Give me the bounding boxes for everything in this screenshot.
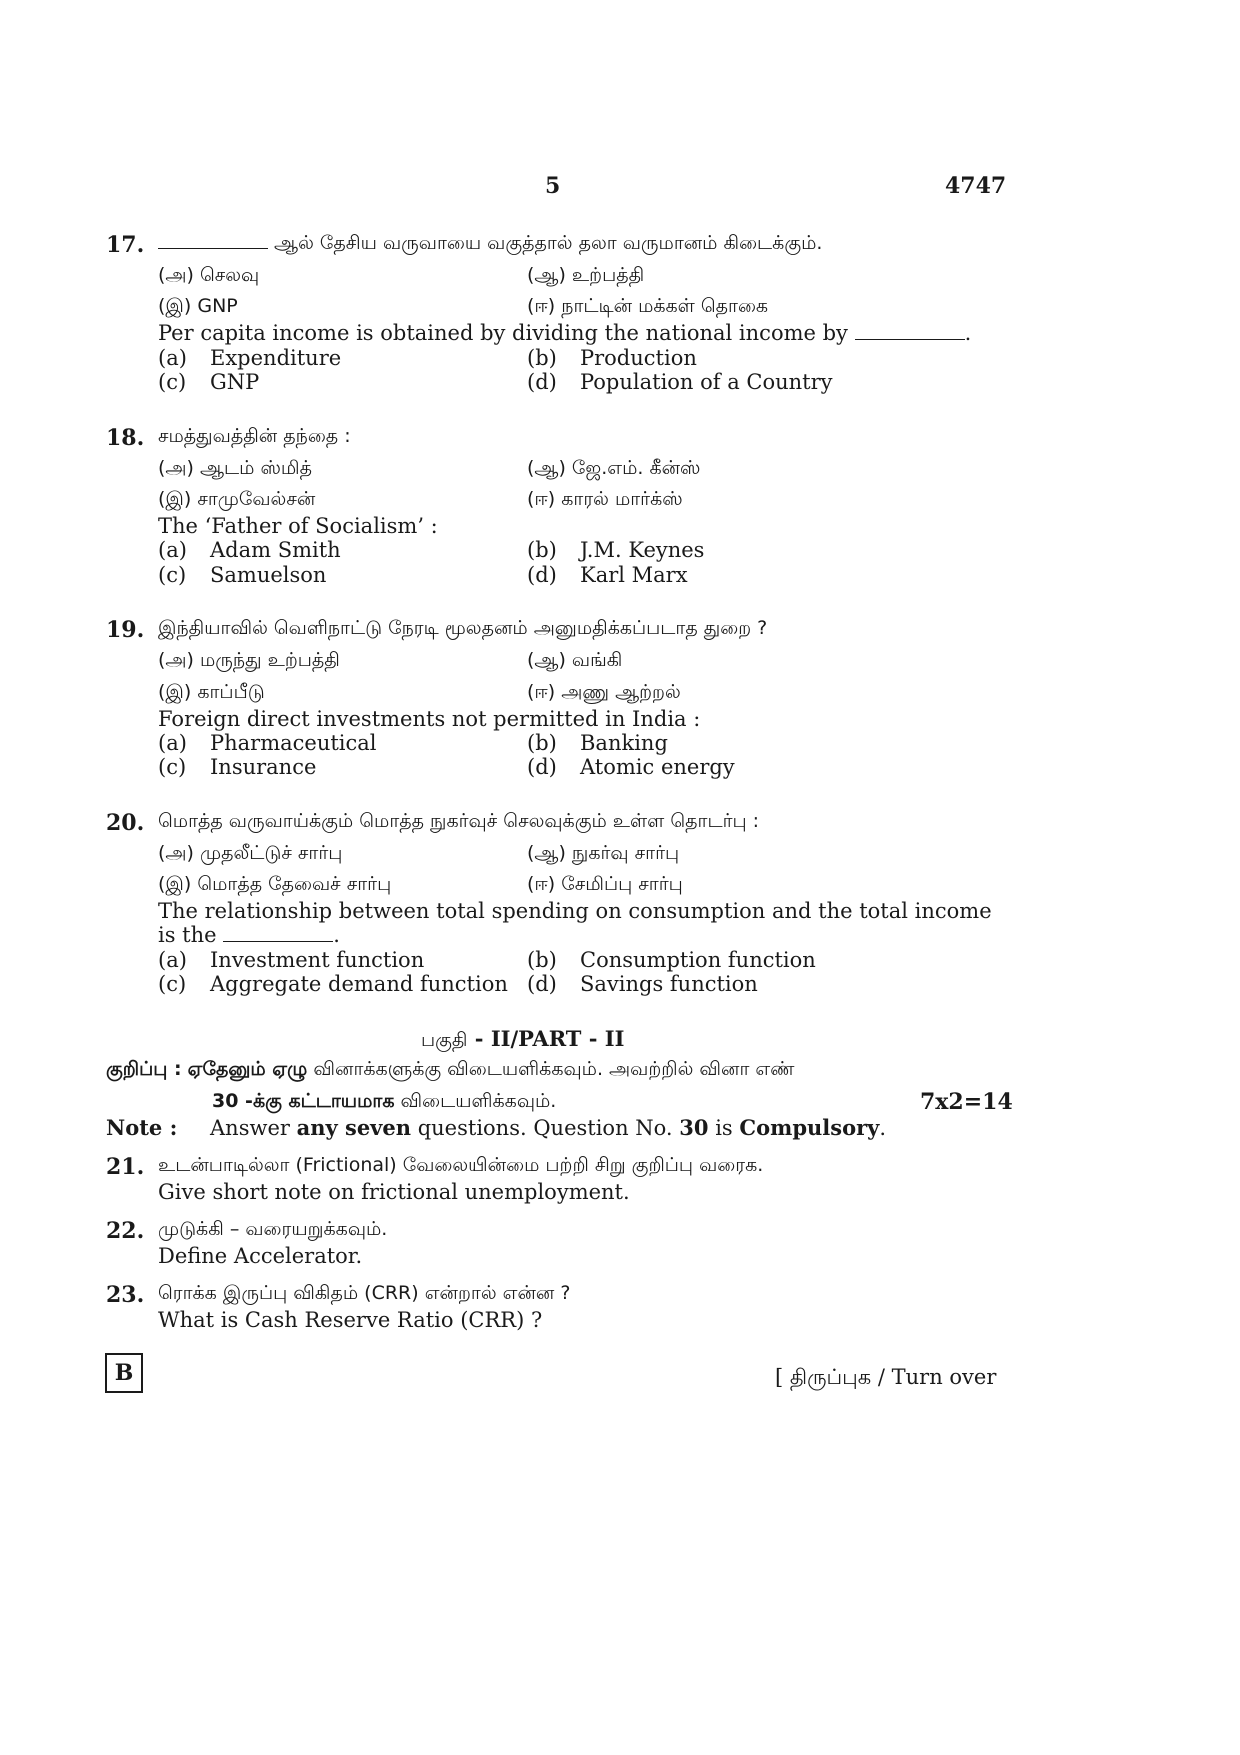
note-tamil-line2 [212,1090,556,1115]
option-tamil-a: (அ) ஆடம் ஸ்மித் [158,457,312,479]
option-label-d: (d) [527,563,557,587]
option-a: Investment function [210,948,425,972]
option-label-a: (a) [158,346,187,370]
question-tamil: முடுக்கி – வரையறுக்கவும். [158,1218,388,1240]
option-c: Aggregate demand function [210,972,508,996]
note-english [210,1115,886,1140]
question-tamil: மொத்த வருவாய்க்கும் மொத்த நுகர்வுச் செலவுக்கும் உள்ள தொடர்பு : [158,810,760,832]
note-text: Answer [210,1116,290,1140]
option-tamil-a: (அ) மருந்து உற்பத்தி [158,649,340,671]
note-text: questions. Question No. [417,1116,673,1140]
option-tamil-b: (ஆ) ஜே.எம். கீன்ஸ் [527,457,701,479]
question-english-line2 [158,923,340,947]
option-label-b: (b) [527,538,557,562]
option-tamil-a: (அ) முதலீட்டுச் சார்பு [158,842,343,864]
option-label-b: (b) [527,346,557,370]
option-label-c: (c) [158,755,187,779]
question-tamil: ரொக்க இருப்பு விகிதம் (CRR) என்றால் என்ன ? [158,1282,571,1304]
option-d: Savings function [580,972,758,996]
question-tamil: உடன்பாடில்லா (Frictional) வேலையின்மை பற்றி சிறு குறிப்பு வரைக. [158,1154,764,1176]
question-english [158,321,971,345]
note-label-tamil: குறிப்பு : [106,1058,182,1080]
period: . [333,923,340,947]
question-english: What is Cash Reserve Ratio (CRR) ? [158,1308,543,1332]
question-english: Define Accelerator. [158,1244,363,1268]
turn-over-note: [ திருப்புக / Turn over [775,1365,997,1389]
option-tamil-b: (ஆ) உற்பத்தி [527,264,645,286]
option-c: Insurance [210,755,317,779]
part-heading-tamil: பகுதி [421,1029,468,1051]
option-a: Expenditure [210,346,342,370]
question-number: 22. [106,1218,145,1244]
period: . [964,321,972,345]
option-label-d: (d) [527,972,557,996]
option-a: Adam Smith [210,538,341,562]
option-d: Karl Marx [580,563,688,587]
option-label-a: (a) [158,731,187,755]
option-tamil-a: (அ) செலவு [158,264,260,286]
question-text: ஆல் தேசிய வருவாயை வகுத்தால் தலா வருமானம் கிடைக்கும். [274,232,823,254]
option-b: J.M. Keynes [580,538,705,562]
question-english: Give short note on frictional unemployment. [158,1180,630,1204]
question-text: is the [158,923,217,947]
part-heading [421,1026,624,1054]
option-label-b: (b) [527,948,557,972]
option-label-a: (a) [158,948,187,972]
note-text: வினாக்களுக்கு விடையளிக்கவும். அவற்றில் வினா எண் [313,1058,795,1080]
question-tamil [158,232,822,257]
option-a: Pharmaceutical [210,731,377,755]
page-number: 5 [545,173,561,199]
option-tamil-d: (ஈ) சேமிப்பு சார்பு [527,873,683,895]
option-label-d: (d) [527,370,557,394]
option-b: Banking [580,731,668,755]
note-emphasis: ஏதேனும் ஏழு [187,1058,308,1080]
note-label-english: Note : [106,1115,178,1140]
question-number: 21. [106,1154,145,1180]
paper-series-box: B [105,1353,143,1393]
option-d: Population of a Country [580,370,833,394]
question-text: Per capita income is obtained by dividing the national income by [158,321,848,345]
option-tamil-c: (இ) சாமுவேல்சன் [158,488,316,510]
answer-blank [158,247,268,249]
option-b: Production [580,346,697,370]
note-text: விடையளிக்கவும். [400,1090,557,1112]
part-heading-english: II/PART - II [490,1026,625,1051]
option-tamil-d: (ஈ) நாட்டின் மக்கள் தொகை [527,295,769,317]
question-number: 23. [106,1282,145,1308]
note-emphasis: 30 [679,1115,709,1140]
option-c: Samuelson [210,563,327,587]
question-number: 20. [106,810,145,836]
note-tamil-line1 [106,1058,794,1083]
option-label-c: (c) [158,370,187,394]
option-label-b: (b) [527,731,557,755]
note-emphasis: any seven [296,1115,412,1140]
paper-code: 4747 [945,173,1007,199]
note-emphasis: Compulsory [739,1115,880,1140]
option-label-d: (d) [527,755,557,779]
option-tamil-c: (இ) GNP [158,295,238,317]
option-c: GNP [210,370,260,394]
option-tamil-b: (ஆ) வங்கி [527,649,623,671]
question-number: 18. [106,425,145,451]
question-tamil: இந்தியாவில் வெளிநாட்டு நேரடி மூலதனம் அனுமதிக்கப்படாத துறை ? [158,617,768,639]
question-number: 19. [106,617,145,643]
option-tamil-d: (ஈ) அணு ஆற்றல் [527,681,681,703]
question-english: The ‘Father of Socialism’ : [158,514,438,538]
option-label-c: (c) [158,563,187,587]
question-tamil: சமத்துவத்தின் தந்தை : [158,425,351,447]
option-label-c: (c) [158,972,187,996]
option-tamil-d: (ஈ) காரல் மார்க்ஸ் [527,488,683,510]
marks-allocation: 7x2=14 [920,1089,1013,1115]
question-english-line1: The relationship between total spending on consumption and the total income [158,899,992,923]
question-number: 17. [106,232,145,258]
answer-blank [223,940,333,942]
question-english: Foreign direct investments not permitted in India : [158,707,701,731]
part-heading-separator: - [467,1026,491,1051]
note-emphasis: 30 -க்கு கட்டாயமாக [212,1090,395,1112]
option-b: Consumption function [580,948,816,972]
option-tamil-c: (இ) காப்பீடு [158,681,265,703]
period: . [879,1116,887,1140]
option-d: Atomic energy [580,755,735,779]
option-tamil-b: (ஆ) நுகர்வு சார்பு [527,842,680,864]
answer-blank [855,338,965,340]
note-text: is [715,1116,733,1140]
option-label-a: (a) [158,538,187,562]
option-tamil-c: (இ) மொத்த தேவைச் சார்பு [158,873,392,895]
